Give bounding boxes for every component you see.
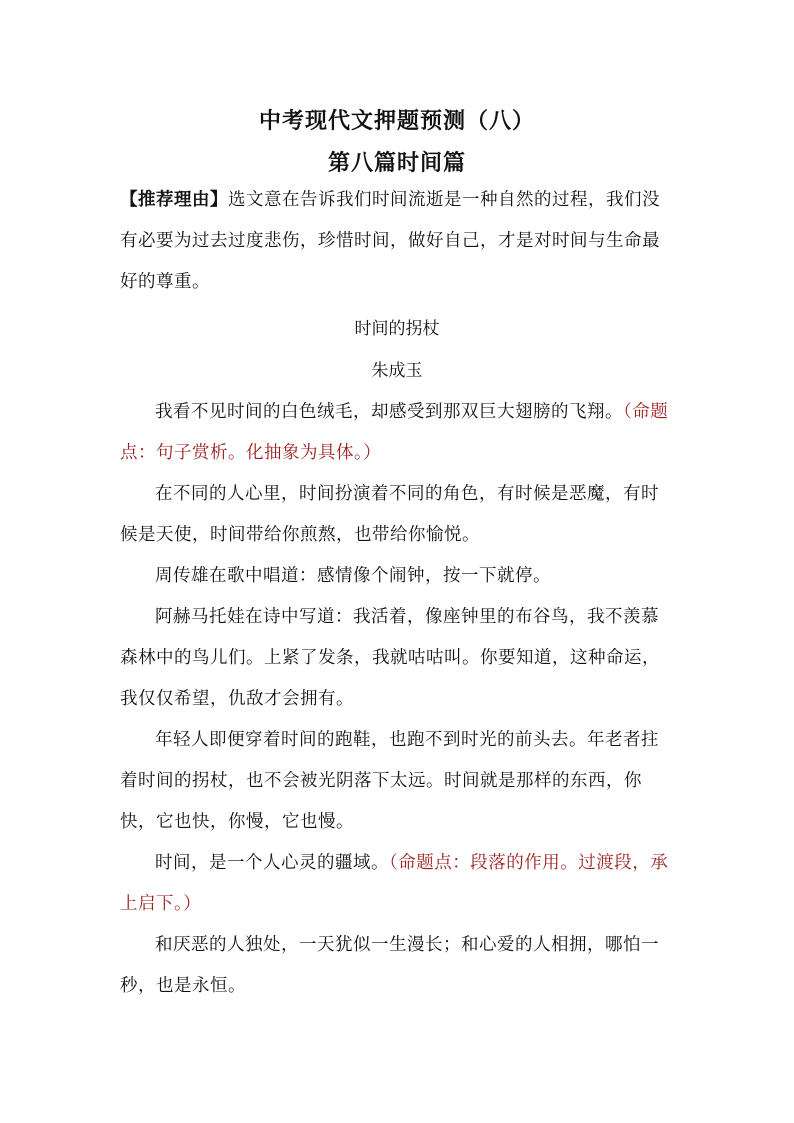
article-title: 时间的拐杖	[354, 319, 440, 339]
article-paragraph	[120, 597, 676, 720]
paragraph-text: 在不同的人心里，时间扮演着不同的角色，有时候是恶魔，有时候是天使，时间带给你煎熬，也带给你愉悦。	[120, 484, 659, 545]
paragraph-text: 我看不见时间的白色绒毛，却感受到那双巨大翅膀的飞翔。	[155, 402, 623, 422]
article-paragraph	[120, 392, 676, 474]
article-paragraph	[120, 556, 676, 597]
page-title: 中考现代文押题预测（八）	[258, 108, 535, 134]
paragraph-text: 和厌恶的人独处，一天犹似一生漫长；和心爱的人相拥，哪怕一秒，也是永恒。	[120, 935, 659, 996]
recommendation-paragraph	[120, 180, 676, 303]
exam-point-note: （命题点：句子赏析。化抽象为具体。）	[120, 402, 669, 463]
article-paragraph	[120, 843, 676, 925]
article-paragraph	[120, 720, 676, 843]
exam-point-note: （命题点：段落的作用。过渡段，承上启下。）	[120, 853, 669, 914]
paragraph-text: 年轻人即便穿着时间的跑鞋，也跑不到时光的前头去。年老者拄着时间的拐杖，也不会被光阴落下太远。时间就是那样的东西，你快，它也快，你慢，它也慢。	[120, 730, 659, 832]
recommendation-text: 选文意在告诉我们时间流逝是一种自然的过程，我们没有必要为过去过度悲伤，珍惜时间，做好自己，才是对时间与生命最好的尊重。	[120, 190, 660, 292]
article-author: 朱成玉	[371, 361, 423, 381]
article-paragraph	[120, 925, 676, 1007]
paragraph-text: 周传雄在歌中唱道：感情像个闹钟，按一下就停。	[155, 566, 551, 586]
paragraph-text: 阿赫马托娃在诗中写道：我活着，像座钟里的布谷鸟，我不羡慕森林中的鸟儿们。上紧了发条，我就咕咕叫。你要知道，这种命运，我仅仅希望，仇敌才会拥有。	[120, 607, 660, 709]
article-paragraph	[120, 474, 676, 556]
page-subtitle: 第八篇时间篇	[327, 150, 466, 176]
paragraph-text: 时间，是一个人心灵的疆域。	[155, 853, 389, 873]
recommendation-tag: 【推荐理由】	[120, 190, 228, 210]
